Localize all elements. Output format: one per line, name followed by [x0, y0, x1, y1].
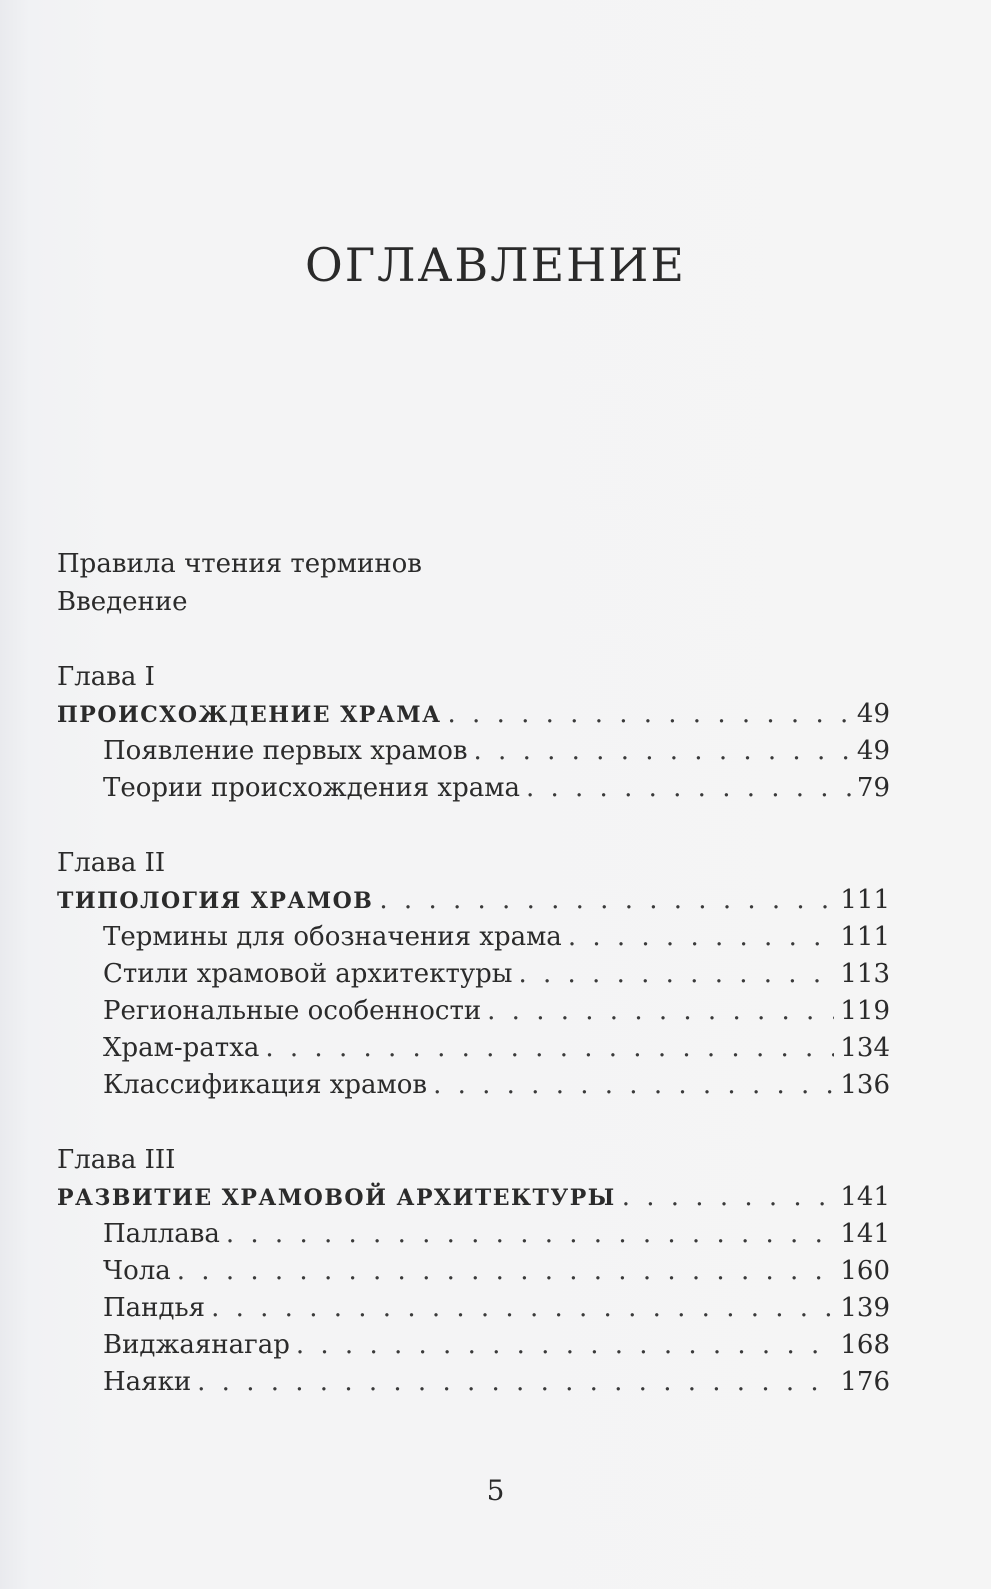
chapter-2-title: ТИПОЛОГИЯ ХРАМОВ [57, 888, 374, 914]
toc-entry-label: Виджаянагар [103, 1330, 290, 1360]
leader-dots [487, 993, 834, 1029]
toc-entry-label: Храм-ратха [103, 1033, 260, 1063]
toc-front-matter-reading-rules: Правила чтения терминов [57, 549, 422, 579]
leader-dots [518, 956, 834, 992]
toc-entry-label: Классификация храмов [103, 1070, 428, 1100]
leader-dots [526, 770, 851, 806]
toc-entry-page: 119 [840, 996, 890, 1026]
toc-front-matter-introduction: Введение [57, 587, 188, 617]
chapter-3-title-entry [57, 1179, 890, 1215]
page-number: 5 [486, 1474, 505, 1507]
toc-entry [103, 1327, 890, 1363]
chapter-3-heading: Глава III [57, 1145, 176, 1175]
leader-dots [211, 1290, 834, 1326]
leader-dots [379, 882, 834, 918]
chapter-3-title: РАЗВИТИЕ ХРАМОВОЙ АРХИТЕКТУРЫ [57, 1185, 616, 1211]
toc-entry-label: Региональные особенности [103, 996, 482, 1026]
toc-entry [103, 919, 890, 955]
toc-entry-page: 160 [840, 1256, 890, 1286]
leader-dots [226, 1216, 835, 1252]
toc-entry-page: 79 [856, 773, 890, 803]
toc-entry-page: 134 [840, 1033, 890, 1063]
toc-entry-label: Появление первых храмов [103, 736, 468, 766]
toc-entry [103, 770, 890, 806]
toc-entry [103, 1030, 890, 1066]
toc-entry-label: Пандья [103, 1293, 206, 1323]
leader-dots [622, 1179, 835, 1215]
chapter-1-page: 49 [856, 699, 890, 729]
page-title: ОГЛАВЛЕНИЕ [305, 238, 686, 292]
toc-entry-page: 49 [856, 736, 890, 766]
chapter-1-title: ПРОИСХОЖДЕНИЕ ХРАМА [57, 702, 442, 728]
toc-entry [103, 1290, 890, 1326]
toc-entry-page: 168 [840, 1330, 890, 1360]
chapter-2-title-entry [57, 882, 890, 918]
leader-dots [448, 696, 851, 732]
chapter-1-heading: Глава I [57, 662, 155, 692]
toc-entry-page: 136 [840, 1070, 890, 1100]
toc-entry-label: Наяки [103, 1367, 192, 1397]
toc-entry [103, 1067, 890, 1103]
leader-dots [296, 1327, 834, 1363]
toc-entry [103, 1216, 890, 1252]
leader-dots [433, 1067, 834, 1103]
toc-entry-page: 113 [840, 959, 890, 989]
toc-entry-page: 176 [840, 1367, 890, 1397]
toc-entry [103, 1364, 890, 1400]
toc-entry-label: Паллава [103, 1219, 220, 1249]
toc-entry-page: 111 [840, 922, 890, 952]
toc-entry-label: Термины для обозначения храма [103, 922, 562, 952]
leader-dots [177, 1253, 835, 1289]
toc-entry-page: 141 [840, 1219, 890, 1249]
chapter-1-title-entry [57, 696, 890, 732]
toc-entry-label: Стили храмовой архитектуры [103, 959, 513, 989]
toc-entry [103, 733, 890, 769]
toc-entry [103, 956, 890, 992]
leader-dots [265, 1030, 834, 1066]
toc-entry-label: Теории происхождения храма [103, 773, 520, 803]
leader-dots [474, 733, 851, 769]
toc-entry [103, 993, 890, 1029]
toc-entry-label: Чола [103, 1256, 171, 1286]
leader-dots [568, 919, 835, 955]
chapter-3-page: 141 [840, 1182, 890, 1212]
leader-dots [197, 1364, 834, 1400]
chapter-2-page: 111 [840, 885, 890, 915]
toc-entry [103, 1253, 890, 1289]
toc-entry-page: 139 [840, 1293, 890, 1323]
chapter-2-heading: Глава II [57, 848, 166, 878]
